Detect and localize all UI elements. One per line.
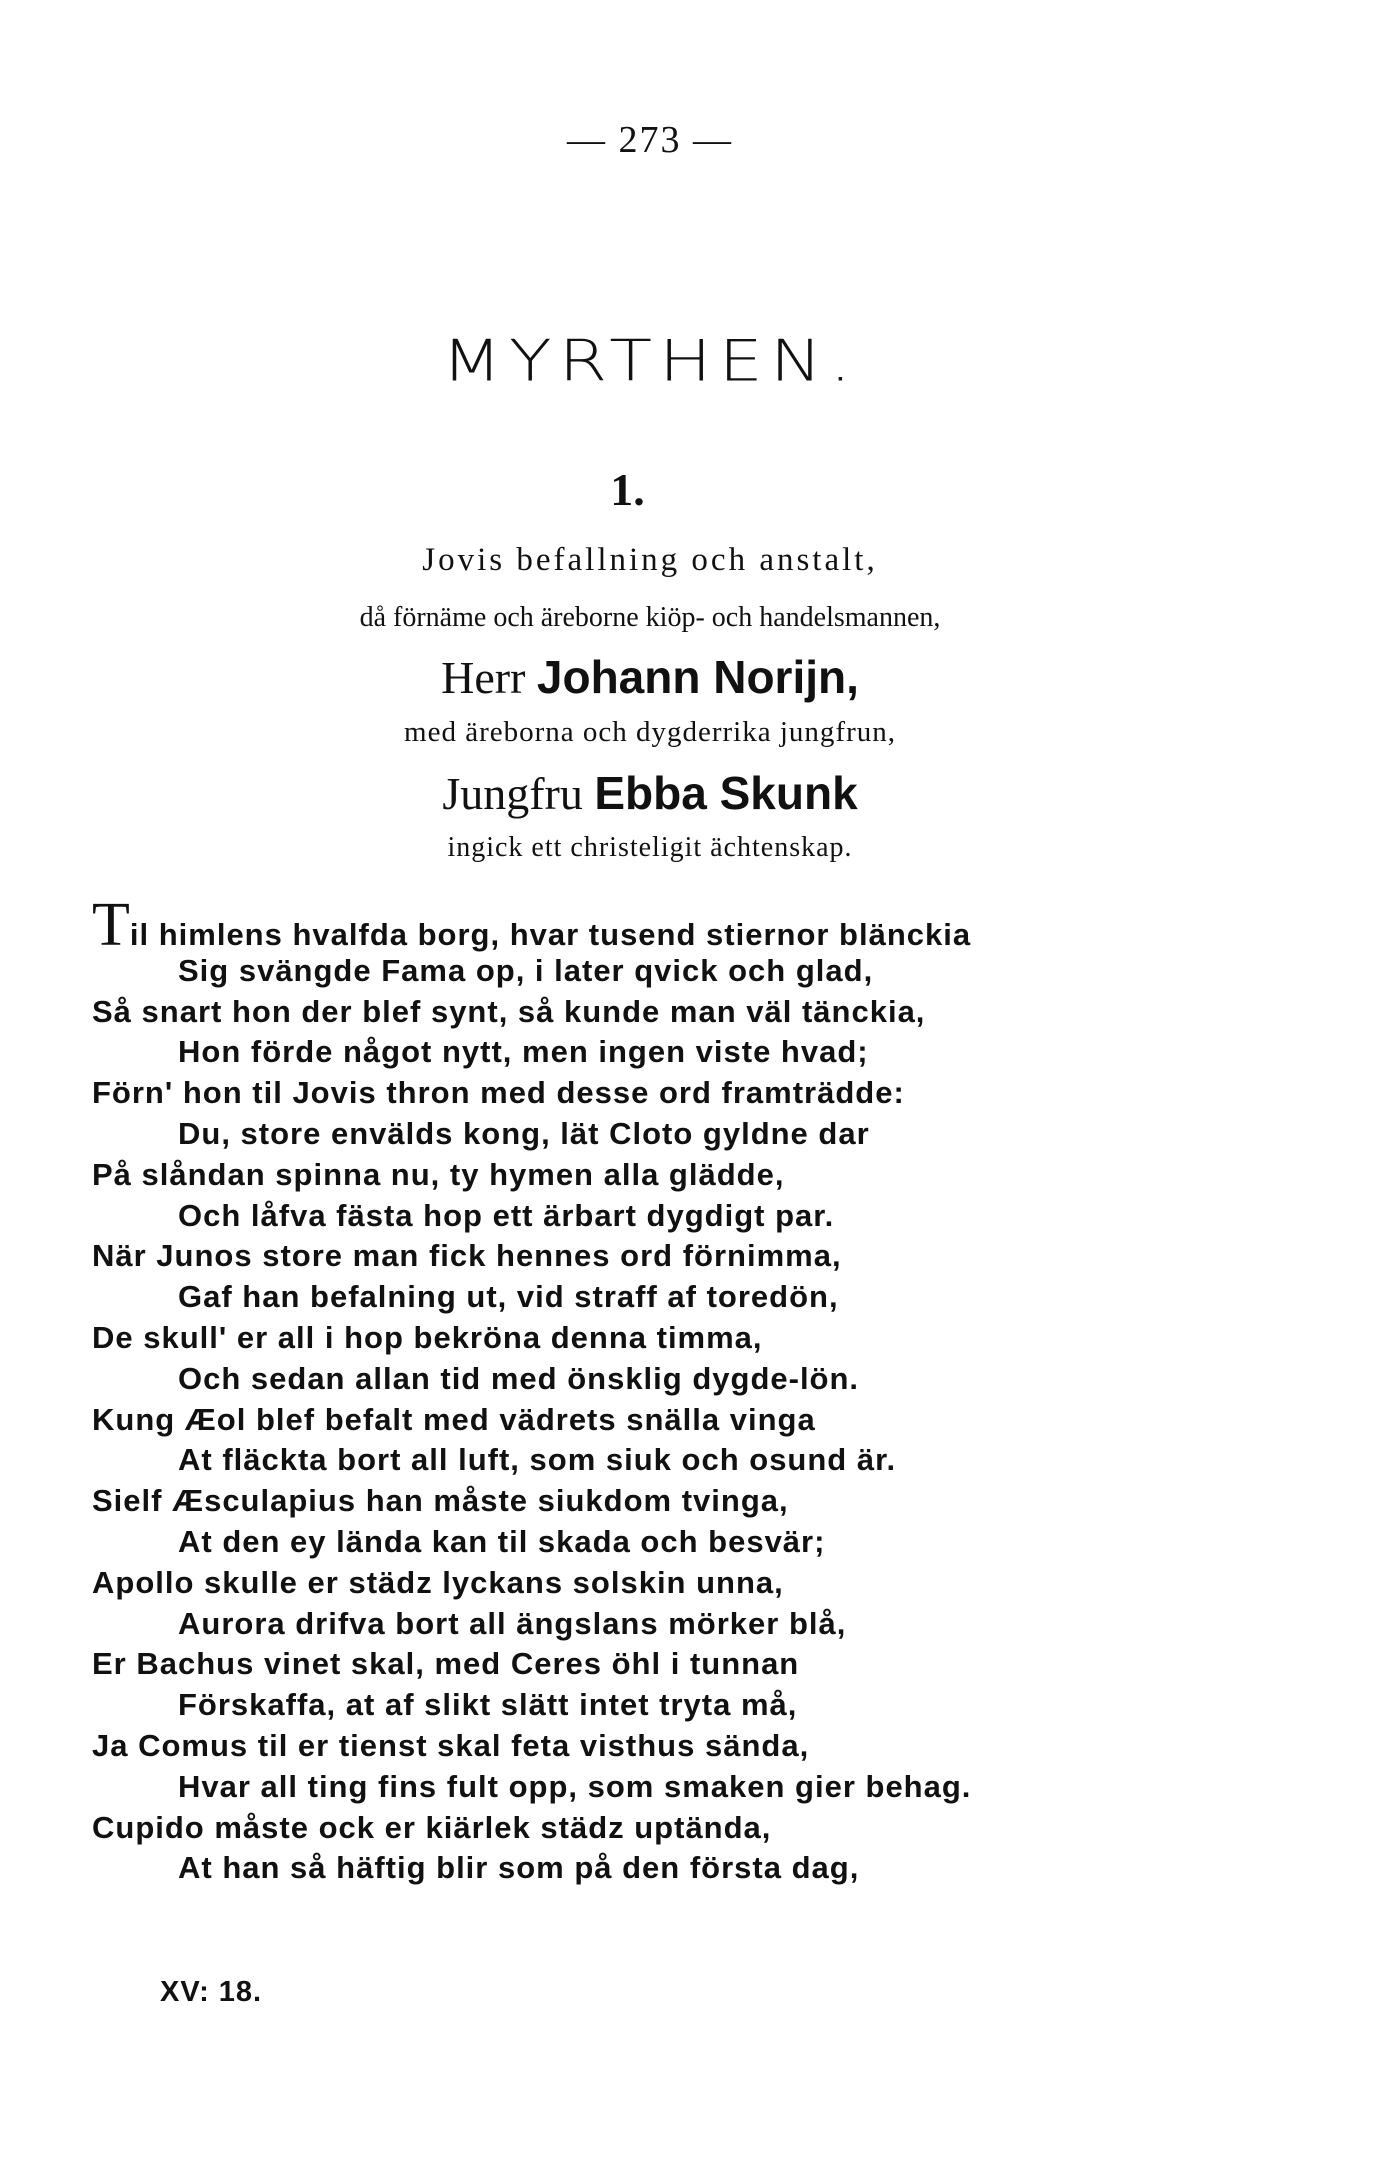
poem-line: De skull' er all i hop bekröna denna timma, — [92, 1319, 763, 1355]
poem-line: Cupido måste ock er kiärlek städz uptända, — [92, 1809, 772, 1845]
dedication-line-1: Jovis befallning och anstalt, — [422, 542, 878, 578]
poem-line: Ja Comus til er tienst skal feta visthus sända, — [92, 1727, 810, 1763]
bride-title: Jungfru — [442, 768, 583, 819]
poem-title: MYRTHEN. — [441, 327, 859, 395]
poem-line: Kung Æol blef befalt med vädrets snälla vinga — [92, 1401, 816, 1437]
printer-signature-mark: XV: 18. — [160, 1976, 263, 2008]
poem-line: Sig svängde Fama op, i later qvick och glad, — [178, 952, 874, 988]
poem-line: När Junos store man fick hennes ord förnimma, — [92, 1238, 842, 1274]
poem-body — [92, 891, 1272, 1889]
section-number: 1. — [610, 464, 645, 515]
poem-line: Gaf han befalning ut, vid straff af toredön, — [178, 1279, 839, 1315]
poem-line-text: il himlens hvalfda borg, hvar tusend stiernor blänckia — [129, 917, 972, 952]
poem-line: Sielf Æsculapius han måste siukdom tvinga, — [92, 1483, 789, 1519]
poem-line: Hvar all ting fins fult opp, som smaken gier behag. — [178, 1768, 972, 1804]
poem-line: Er Bachus vinet skal, med Ceres öhl i tunnan — [92, 1646, 800, 1682]
page-number: — 273 — — [567, 119, 733, 161]
poem-line: At han så häftig blir som på den första dag, — [178, 1850, 860, 1886]
poem-line: Förskaffa, at af slikt slätt intet tryta må, — [178, 1687, 798, 1723]
bride-name: Ebba Skunk — [594, 767, 858, 819]
poem-line: Apollo skulle er städz lyckans solskin unna, — [92, 1564, 784, 1600]
poem-line: På slåndan spinna nu, ty hymen alla glädde, — [92, 1156, 785, 1192]
dedication-line-6: ingick ett christeligit ächtenskap. — [447, 832, 853, 863]
poem-line: Aurora drifva bort all ängslans mörker blå, — [178, 1605, 847, 1641]
dedication-line-2: då förnäme och äreborne kiöp- och handelsmannen, — [359, 602, 941, 633]
poem-line: Och sedan allan tid med önsklig dygde-lön. — [178, 1360, 860, 1396]
groom-title: Herr — [441, 652, 526, 703]
poem-line: At den ey lända kan til skada och besvär; — [178, 1523, 826, 1559]
dedication-groom — [0, 650, 1300, 704]
poem-line: Du, store envälds kong, lät Cloto gyldne dar — [178, 1115, 870, 1151]
groom-name: Johann Norijn, — [536, 651, 859, 703]
dedication-bride — [0, 766, 1300, 820]
poem-line: Hon förde något nytt, men ingen viste hvad; — [178, 1034, 869, 1070]
poem-line: Och låfva fästa hop ett ärbart dygdigt par. — [178, 1197, 835, 1233]
poem-line: Så snart hon der blef synt, så kunde man väl tänckia, — [92, 993, 926, 1029]
dedication-line-4: med äreborna och dygderrika jungfrun, — [404, 716, 896, 748]
poem-line: Förn' hon til Jovis thron med desse ord framträdde: — [92, 1075, 905, 1111]
drop-cap: T — [92, 891, 130, 959]
poem-line: At fläckta bort all luft, som siuk och osund är. — [178, 1442, 897, 1478]
poem-line — [92, 891, 1272, 959]
